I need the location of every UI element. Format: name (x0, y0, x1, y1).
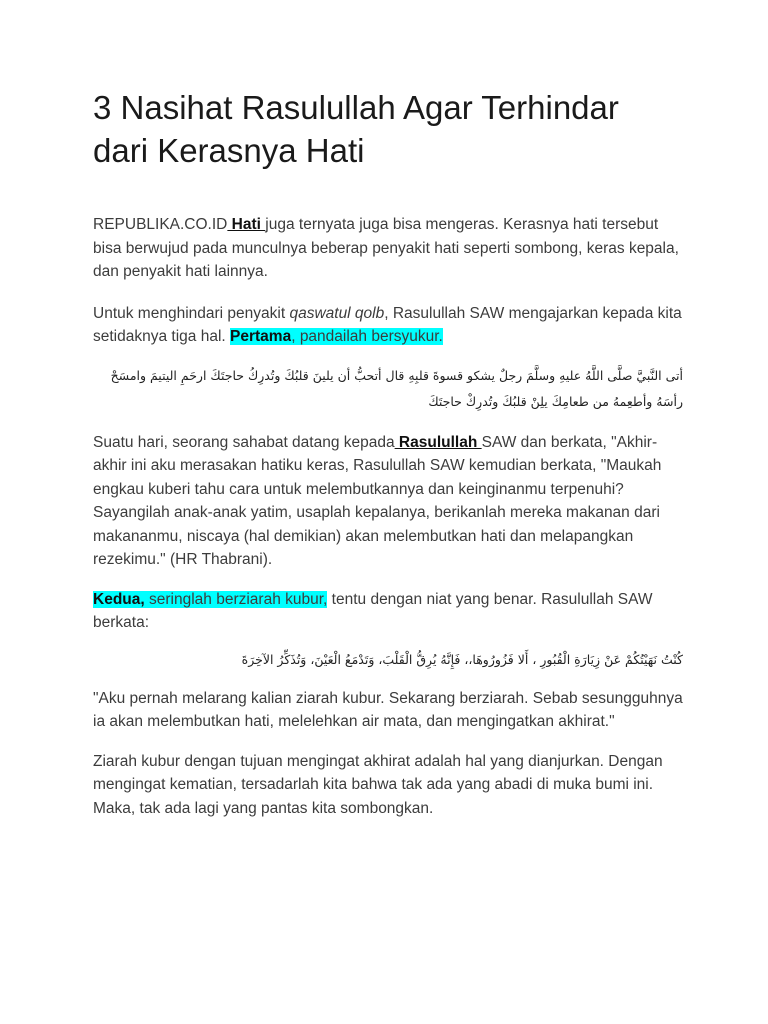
paragraph-story (93, 431, 683, 572)
article-title: 3 Nasihat Rasulullah Agar Terhindar dari Kerasnya Hati (93, 89, 619, 169)
arabic-hadith-1: أتى النَّبيَّ صلَّى اللَّهُ عليهِ وسلَّمَ رجلٌ يشكو قسوةَ قلبِهِ قال أتحبُّ أن يلينَ قلبُكَ وتُدرِكُ حاجتَكَ ارحَمِ اليتيمَ وامسَحْ رأسَهُ وأطعِمهُ من طعامِكَ يلِنْ قلبُكَ وتُدرِكْ حاجتَكَ (110, 367, 683, 409)
paragraph-qaswatul (93, 302, 683, 349)
qaswatul-text-a: Untuk menghindari penyakit (93, 304, 290, 322)
paragraph-conclusion: Ziarah kubur dengan tujuan mengingat akhirat adalah hal yang dianjurkan. Dengan mengingat kematian, tersadarlah kita bahwa tak ada yang abadi di muka bumi ini. Maka, tak ada lagi yang pantas kita sombongkan. (93, 752, 663, 817)
kedua-text: tentu dengan niat yang benar. Rasulullah SAW berkata: (93, 590, 653, 631)
story-text-b: SAW dan berkata, "Akhir-akhir ini aku merasakan hatiku keras, Rasulullah SAW kemudian berkata, "Maukah engkau kuberi tahu cara untuk melembutkannya dan keinginanmu terpenuhi? Sayangilah anak-anak yatim, usaplah kepalanya, berikanlah mereka makanan dari makananmu, niscaya (hal demikian) akan melembutkan hati dan melapangkan rezekimu." (HR Thabrani). (93, 433, 662, 568)
intro-text: juga ternyata juga bisa mengeras. Kerasnya hati tersebut bisa berwujud pada munculnya beberap penyakit hati seperti sombong, keras kepala, dan penyakit hati lainnya. (93, 216, 679, 280)
hati-link[interactable]: Hati (227, 216, 266, 233)
arabic-hadith-2: كُنْتُ نَهَيْتُكُمْ عَنْ زِيَارَةِ الْقُبُورِ ، أَلا فَزُورُوهَا،، فَإِنَّهُ يُرِقُّ الْقَلْبَ، وَتَدْمَعُ الْعَيْنَ، وَتُذَكِّرُ الآخِرَةَ (241, 651, 683, 667)
bersyukur-highlight: , pandailah bersyukur. (291, 328, 443, 345)
kedua-highlight: Kedua, (93, 590, 145, 608)
paragraph-kedua (93, 588, 683, 635)
qaswatul-term: qaswatul qolb (289, 304, 385, 322)
ziarah-highlight: seringlah berziarah kubur, (144, 590, 328, 608)
qaswatul-text-b: , Rasulullah SAW mengajarkan kepada kita setidaknya tiga hal. (93, 304, 682, 345)
pertama-highlight: Pertama (230, 328, 292, 345)
paragraph-intro (93, 213, 683, 284)
story-text-a: Suatu hari, seorang sahabat datang kepada (93, 433, 395, 451)
rasulullah-link[interactable]: Rasulullah (394, 433, 482, 451)
source-label: REPUBLIKA.CO.ID (93, 216, 228, 233)
paragraph-translation: "Aku pernah melarang kalian ziarah kubur. Sekarang berziarah. Sebab sesungguhnya ia akan melembutkan hati, melelehkan air mata, dan mengingatkan akhirat." (93, 689, 683, 730)
article (93, 86, 683, 820)
